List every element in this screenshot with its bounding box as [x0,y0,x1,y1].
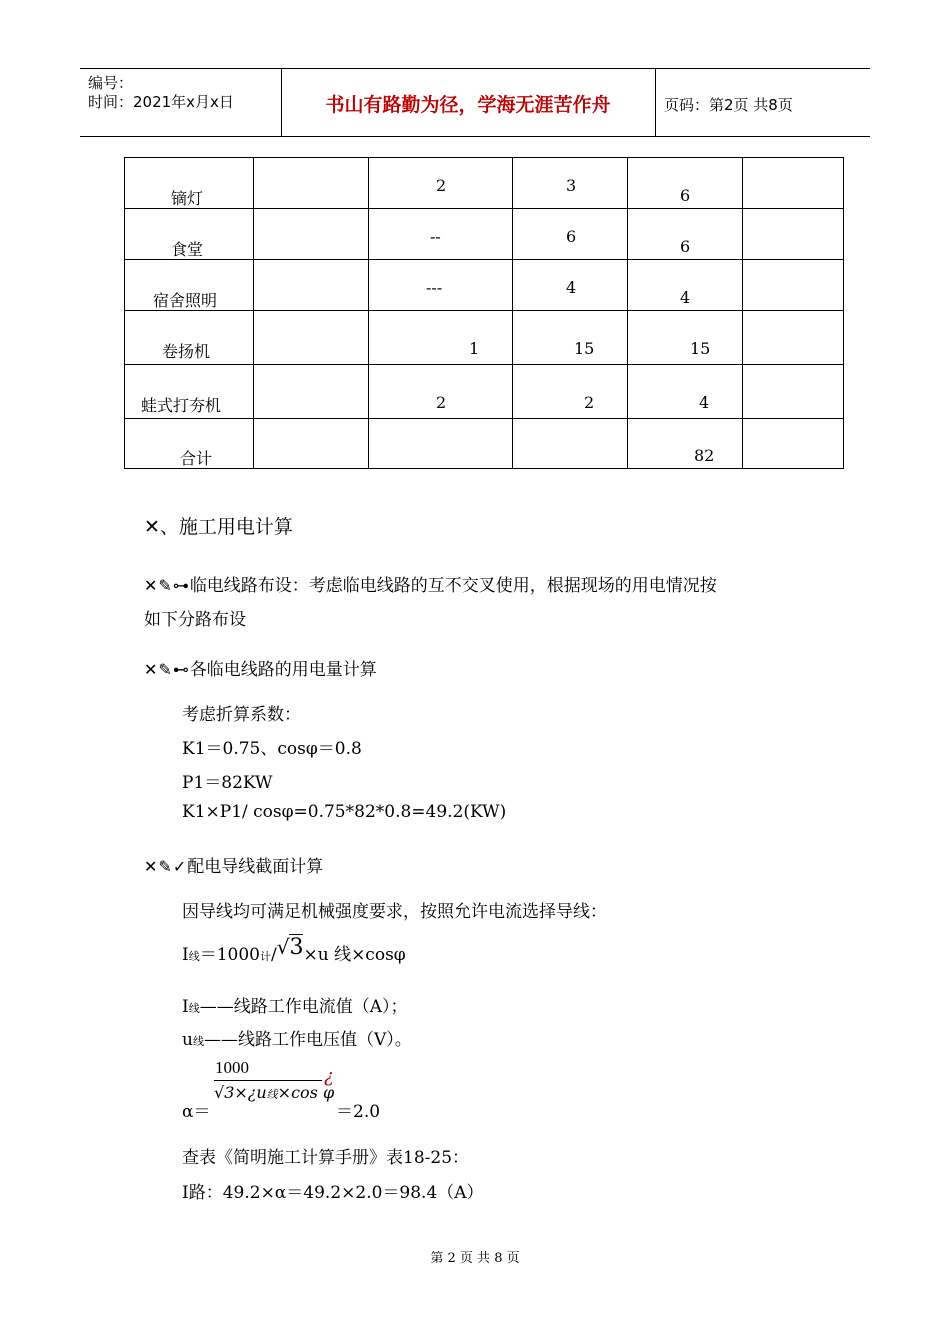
cell-value: 4 [566,278,577,297]
row-name: 镝灯 [171,189,204,208]
current-formula: I线＝1000计/√3×u 线×cosφ [182,935,406,965]
subsection-1-continued: 如下分路布设 [144,610,246,630]
row-name: 食堂 [171,240,204,259]
fraction-glyph: ¿ [324,1066,334,1087]
table-row [125,365,844,419]
cell-value: 3 [566,176,577,195]
factor-intro: 考虑折算系数： [182,705,301,725]
bullet-marker-icon: ✕✎✓ [144,857,188,876]
header-motto: 书山有路勤为径，学海无涯苦作舟 [325,94,611,116]
header-divider-left [281,68,282,136]
route-line: Ⅰ路：49.2×α＝49.2×2.0＝98.4（A） [182,1183,484,1203]
k1-line: K1＝0.75、cosφ＝0.8 [182,739,362,759]
cell-value: 4 [699,393,710,412]
bullet-marker-icon: ✕✎⊷ [144,660,190,679]
cell-value: 1 [469,339,480,358]
section-heading [144,512,293,539]
subsection-1-text: 临电线路布设：考虑临电线路的互不交叉使用，根据现场的用电情况按 [189,576,717,596]
table-row [125,419,844,469]
subsection-2 [144,655,377,680]
fraction-bar [214,1080,322,1081]
cell-value: 15 [690,339,711,358]
header-number-label: 编号： [88,74,134,92]
subsection-2-text: 各临电线路的用电量计算 [189,660,377,680]
table-row [125,311,844,365]
cell-value: 2 [436,176,447,195]
lookup-line: 查表《简明施工计算手册》表18-25： [182,1148,470,1168]
header-divider-right [655,68,656,136]
cell-value: 6 [680,237,691,256]
cell-value: 6 [680,186,691,205]
calc-line: K1×P1/ cosφ=0.75*82*0.8=49.2(KW) [182,802,507,822]
fraction-numerator: 1000 [215,1058,249,1077]
table-row [125,209,844,260]
equipment-table [124,157,844,469]
bullet-marker-icon: ✕✎⊶ [144,576,190,595]
cell-value: 15 [574,339,595,358]
row-name: 卷扬机 [162,342,211,361]
def-voltage: u线——线路工作电压值（V）。 [182,1030,412,1050]
def-current: I线——线路工作电流值（A）； [182,997,408,1017]
cell-value: 2 [436,393,447,412]
section-marker-icon: ✕ [144,516,160,538]
row-name: 蛙式打夯机 [141,396,222,415]
row-name: 合计 [180,449,213,468]
table-row [125,158,844,209]
sqrt-icon: √ [276,935,290,959]
subsection-3 [144,852,323,877]
subsection-3-text: 配电导线截面计算 [187,857,324,877]
cell-value: 6 [566,227,577,246]
section-title: 、施工用电计算 [159,516,293,538]
page-footer: 第 2 页 共 8 页 [430,1251,520,1266]
subsection-1 [144,571,717,596]
row-name: 宿舍照明 [153,291,218,310]
wire-intro: 因导线均可满足机械强度要求，按照允许电流选择导线： [182,902,607,922]
fraction-denominator: √3×¿u线×cos φ [214,1083,335,1102]
alpha-label: α＝ [182,1102,211,1122]
header-page-label: 页码：第2页 共8页 [664,96,793,114]
header-bottom-rule [80,136,870,137]
header-time-label: 时间：2021年x月x日 [88,93,234,111]
cell-value: --- [426,278,443,297]
p1-line: P1＝82KW [182,773,273,793]
cell-value: -- [430,227,441,246]
cell-value: 82 [694,446,715,465]
cell-value: 4 [680,288,691,307]
cell-value: 2 [584,393,595,412]
header-top-rule [80,68,870,69]
table-row [125,260,844,311]
alpha-value: ＝2.0 [336,1102,381,1122]
alpha-fraction [214,1058,335,1102]
